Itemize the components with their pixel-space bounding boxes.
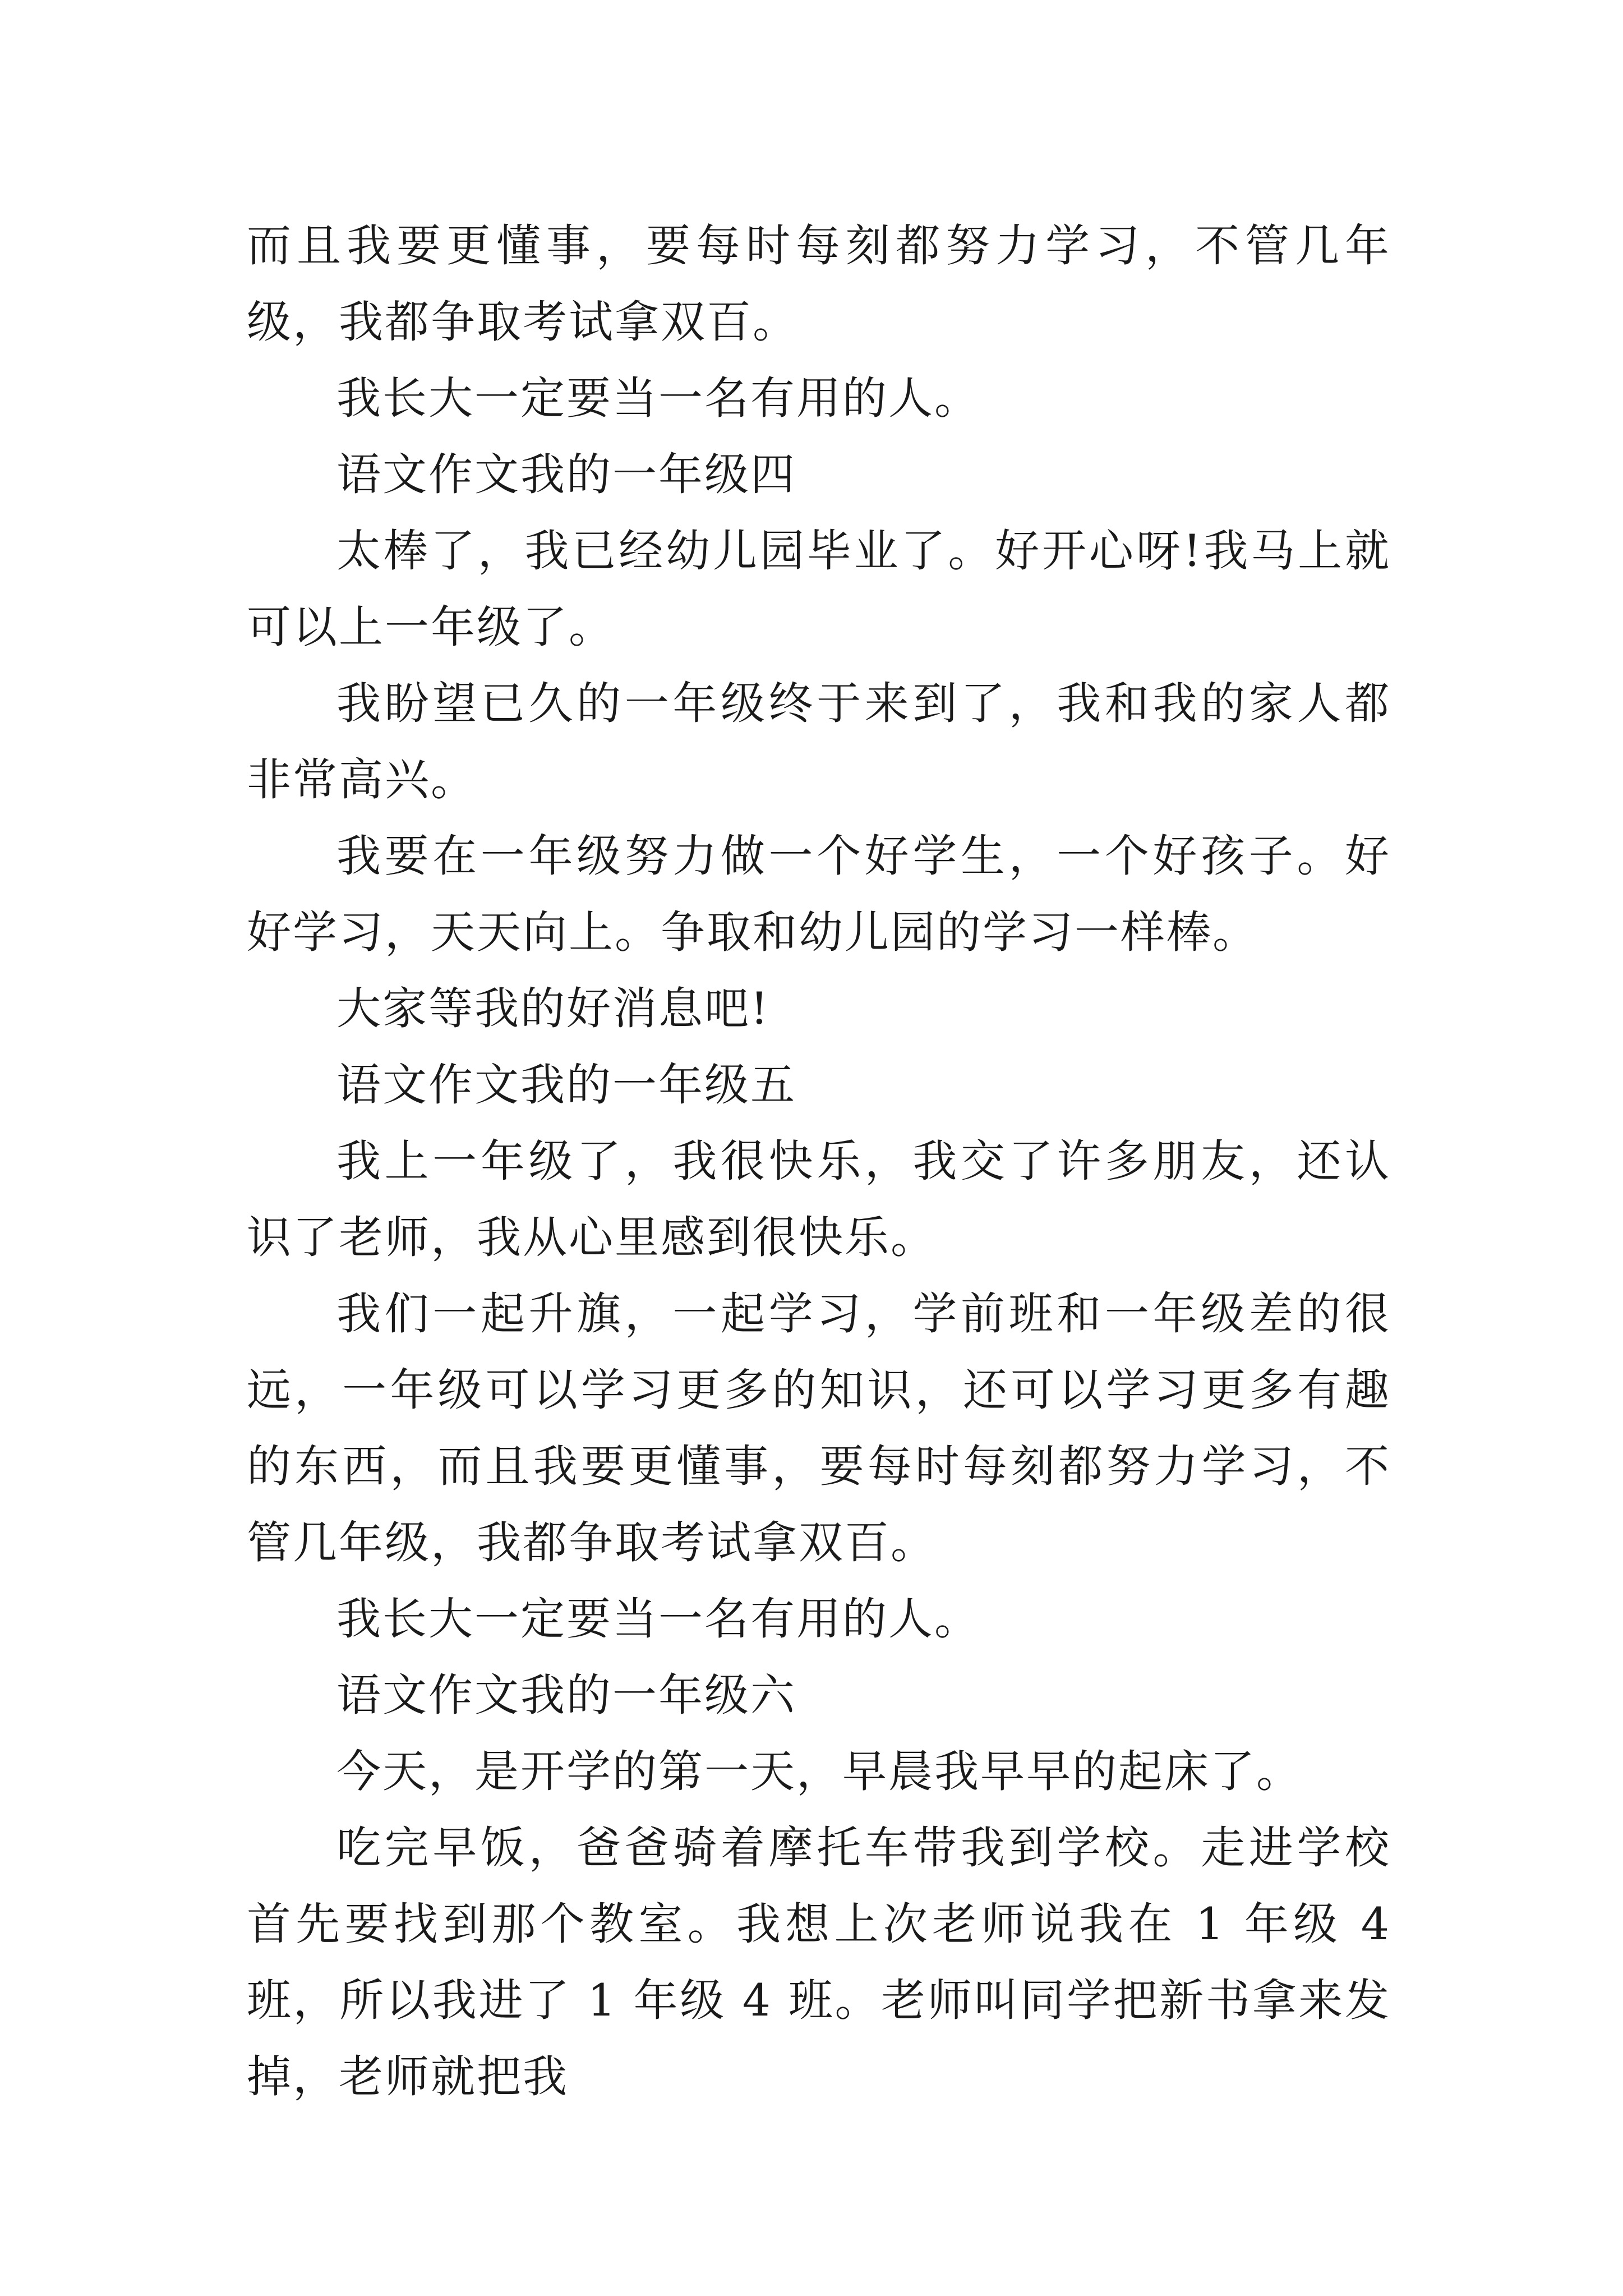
section-heading: 语文作文我的一年级五	[336, 1059, 796, 1111]
section-heading: 语文作文我的一年级四	[336, 449, 796, 500]
paragraph: 我上一年级了，我很快乐，我交了许多朋友，还认识了老师，我从心里感到很快乐。	[247, 1135, 1391, 1263]
paragraph: 我要在一年级努力做一个好学生，一个好孩子。好好学习，天天向上。争取和幼儿园的学习一样棒。	[247, 830, 1391, 958]
paragraph: 太棒了，我已经幼儿园毕业了。好开心呀!我马上就可以上一年级了。	[247, 525, 1391, 653]
paragraph: 我长大一定要当一名有用的人。	[336, 372, 980, 424]
section-heading: 语文作文我的一年级六	[336, 1669, 796, 1721]
continuation-paragraph: 而且我要更懂事，要每时每刻都努力学习，不管几年级，我都争取考试拿双百。	[247, 220, 1391, 348]
paragraph: 我们一起升旗，一起学习，学前班和一年级差的很远，一年级可以学习更多的知识，还可以学习更多有趣的东西，而且我要更懂事，要每时每刻都努力学习，不管几年级，我都争取考试拿双百。	[247, 1288, 1391, 1568]
paragraph: 我盼望已久的一年级终于来到了，我和我的家人都非常高兴。	[247, 678, 1391, 806]
paragraph: 我长大一定要当一名有用的人。	[336, 1593, 980, 1645]
paragraph: 吃完早饭，爸爸骑着摩托车带我到学校。走进学校首先要找到那个教室。我想上次老师说我在 1 年级 4 班，所以我进了 1 年级 4 班。老师叫同学把新书拿来发掉，老师就把我	[247, 1822, 1391, 2102]
document-body	[247, 208, 1391, 2115]
paragraph: 大家等我的好消息吧!	[336, 983, 770, 1034]
paragraph: 今天，是开学的第一天，早晨我早早的起床了。	[336, 1746, 1302, 1797]
